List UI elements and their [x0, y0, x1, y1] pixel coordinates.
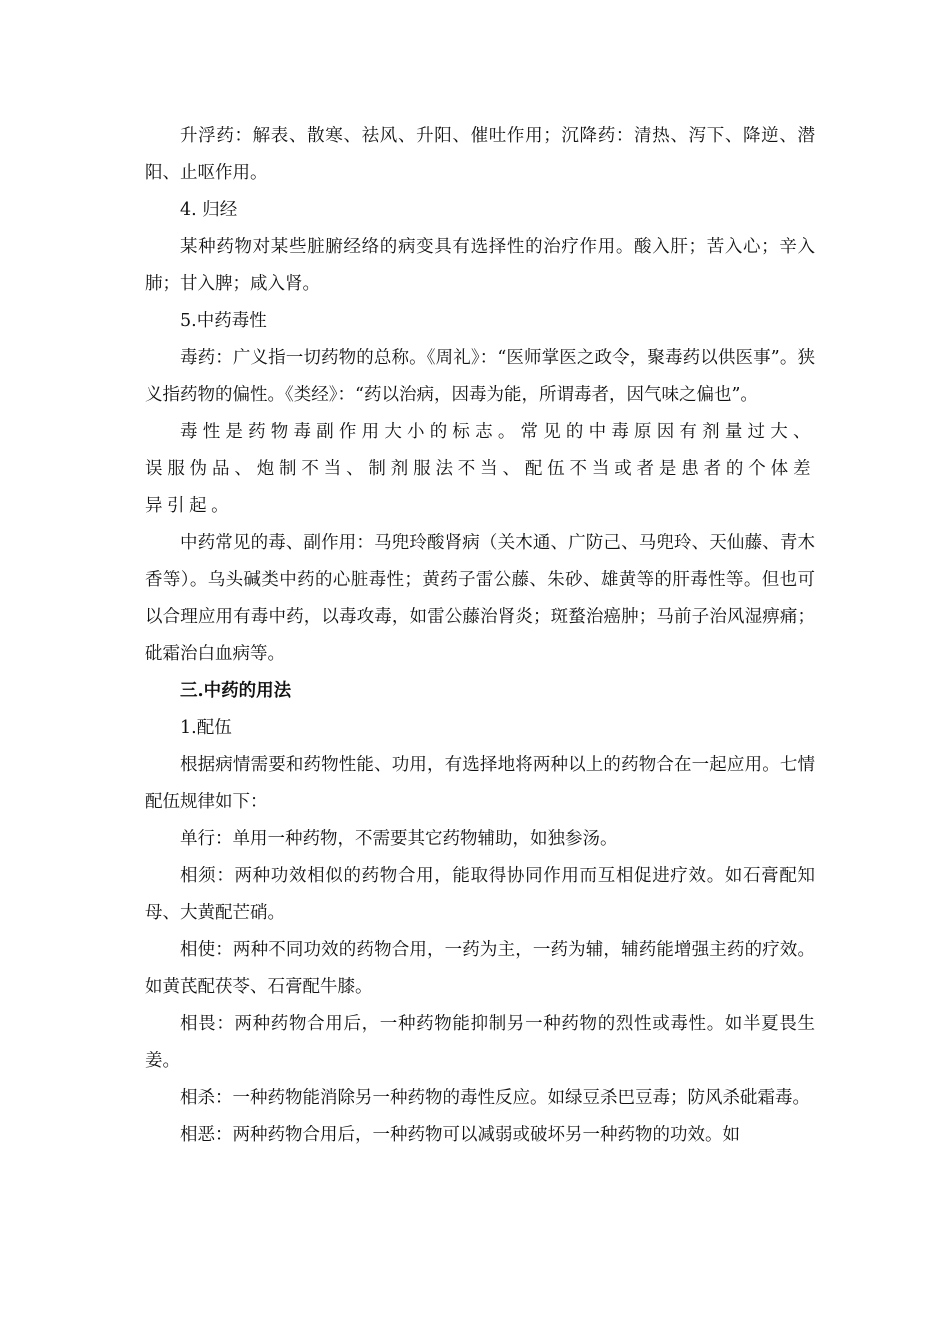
paragraph-xiangshi: 相使：两种不同功效的药物合用，一药为主，一药为辅，辅药能增强主药的疗效。如黄芪配茯苓、石膏配牛膝。 — [145, 940, 815, 997]
paragraph-peiwu: 根据病情需要和药物性能、功用，有选择地将两种以上的药物合在一起应用。七情配伍规律如下： — [145, 755, 815, 812]
paragraph-guijing: 某种药物对某些脏腑经络的病变具有选择性的治疗作用。酸入肝；苦入心；辛入肺；甘入脾；咸入肾。 — [145, 237, 815, 294]
paragraph-xiangxu: 相须：两种功效相似的药物合用，能取得协同作用而互相促进疗效。如石膏配知母、大黄配芒硝。 — [145, 866, 815, 923]
paragraph-changjian: 中药常见的毒、副作用：马兜玲酸肾病（关木通、广防己、马兜玲、天仙藤、青木香等）。乌头碱类中药的心脏毒性；黄药子雷公藤、朱砂、雄黄等的肝毒性等。但也可以合理应用有毒中药，以毒攻毒，如雷公藤治肾炎；斑蝥治癌肿；马前子治风湿痹痛；砒霜治白血病等。 — [145, 533, 815, 664]
paragraph-danxing: 单行：单用一种药物，不需要其它药物辅助，如独参汤。 — [180, 829, 618, 849]
paragraph-shengfu: 升浮药：解表、散寒、祛风、升阳、催吐作用；沉降药：清热、泻下、降逆、潜阳、止呕作用。 — [145, 126, 815, 183]
paragraph-xiangsha: 相杀：一种药物能消除另一种药物的毒性反应。如绿豆杀巴豆毒；防风杀砒霜毒。 — [180, 1088, 810, 1108]
paragraph-duxing-biaozhi: 毒性是药物毒副作用大小的标志。常见的中毒原因有剂量过大、误服伪品、炮制不当、制剂服法不当、配伍不当或者是患者的个体差异引起。 — [145, 422, 815, 516]
document-body — [145, 118, 815, 1154]
heading-duxing: 5.中药毒性 — [180, 311, 267, 331]
heading-yongfa: 三.中药的用法 — [180, 681, 292, 701]
paragraph-xiangwu: 相恶：两种药物合用后，一种药物可以减弱或破坏另一种药物的功效。如 — [180, 1125, 740, 1145]
heading-guijing: 4. 归经 — [180, 200, 238, 220]
paragraph-xiangwei: 相畏：两种药物合用后，一种药物能抑制另一种药物的烈性或毒性。如半夏畏生姜。 — [145, 1014, 815, 1071]
paragraph-duyao: 毒药：广义指一切药物的总称。《周礼》：“医师掌医之政令，聚毒药以供医事”。狭义指药物的偏性。《类经》：“药以治病，因毒为能，所谓毒者，因气味之偏也”。 — [145, 348, 815, 405]
heading-peiwu: 1.配伍 — [180, 718, 232, 738]
